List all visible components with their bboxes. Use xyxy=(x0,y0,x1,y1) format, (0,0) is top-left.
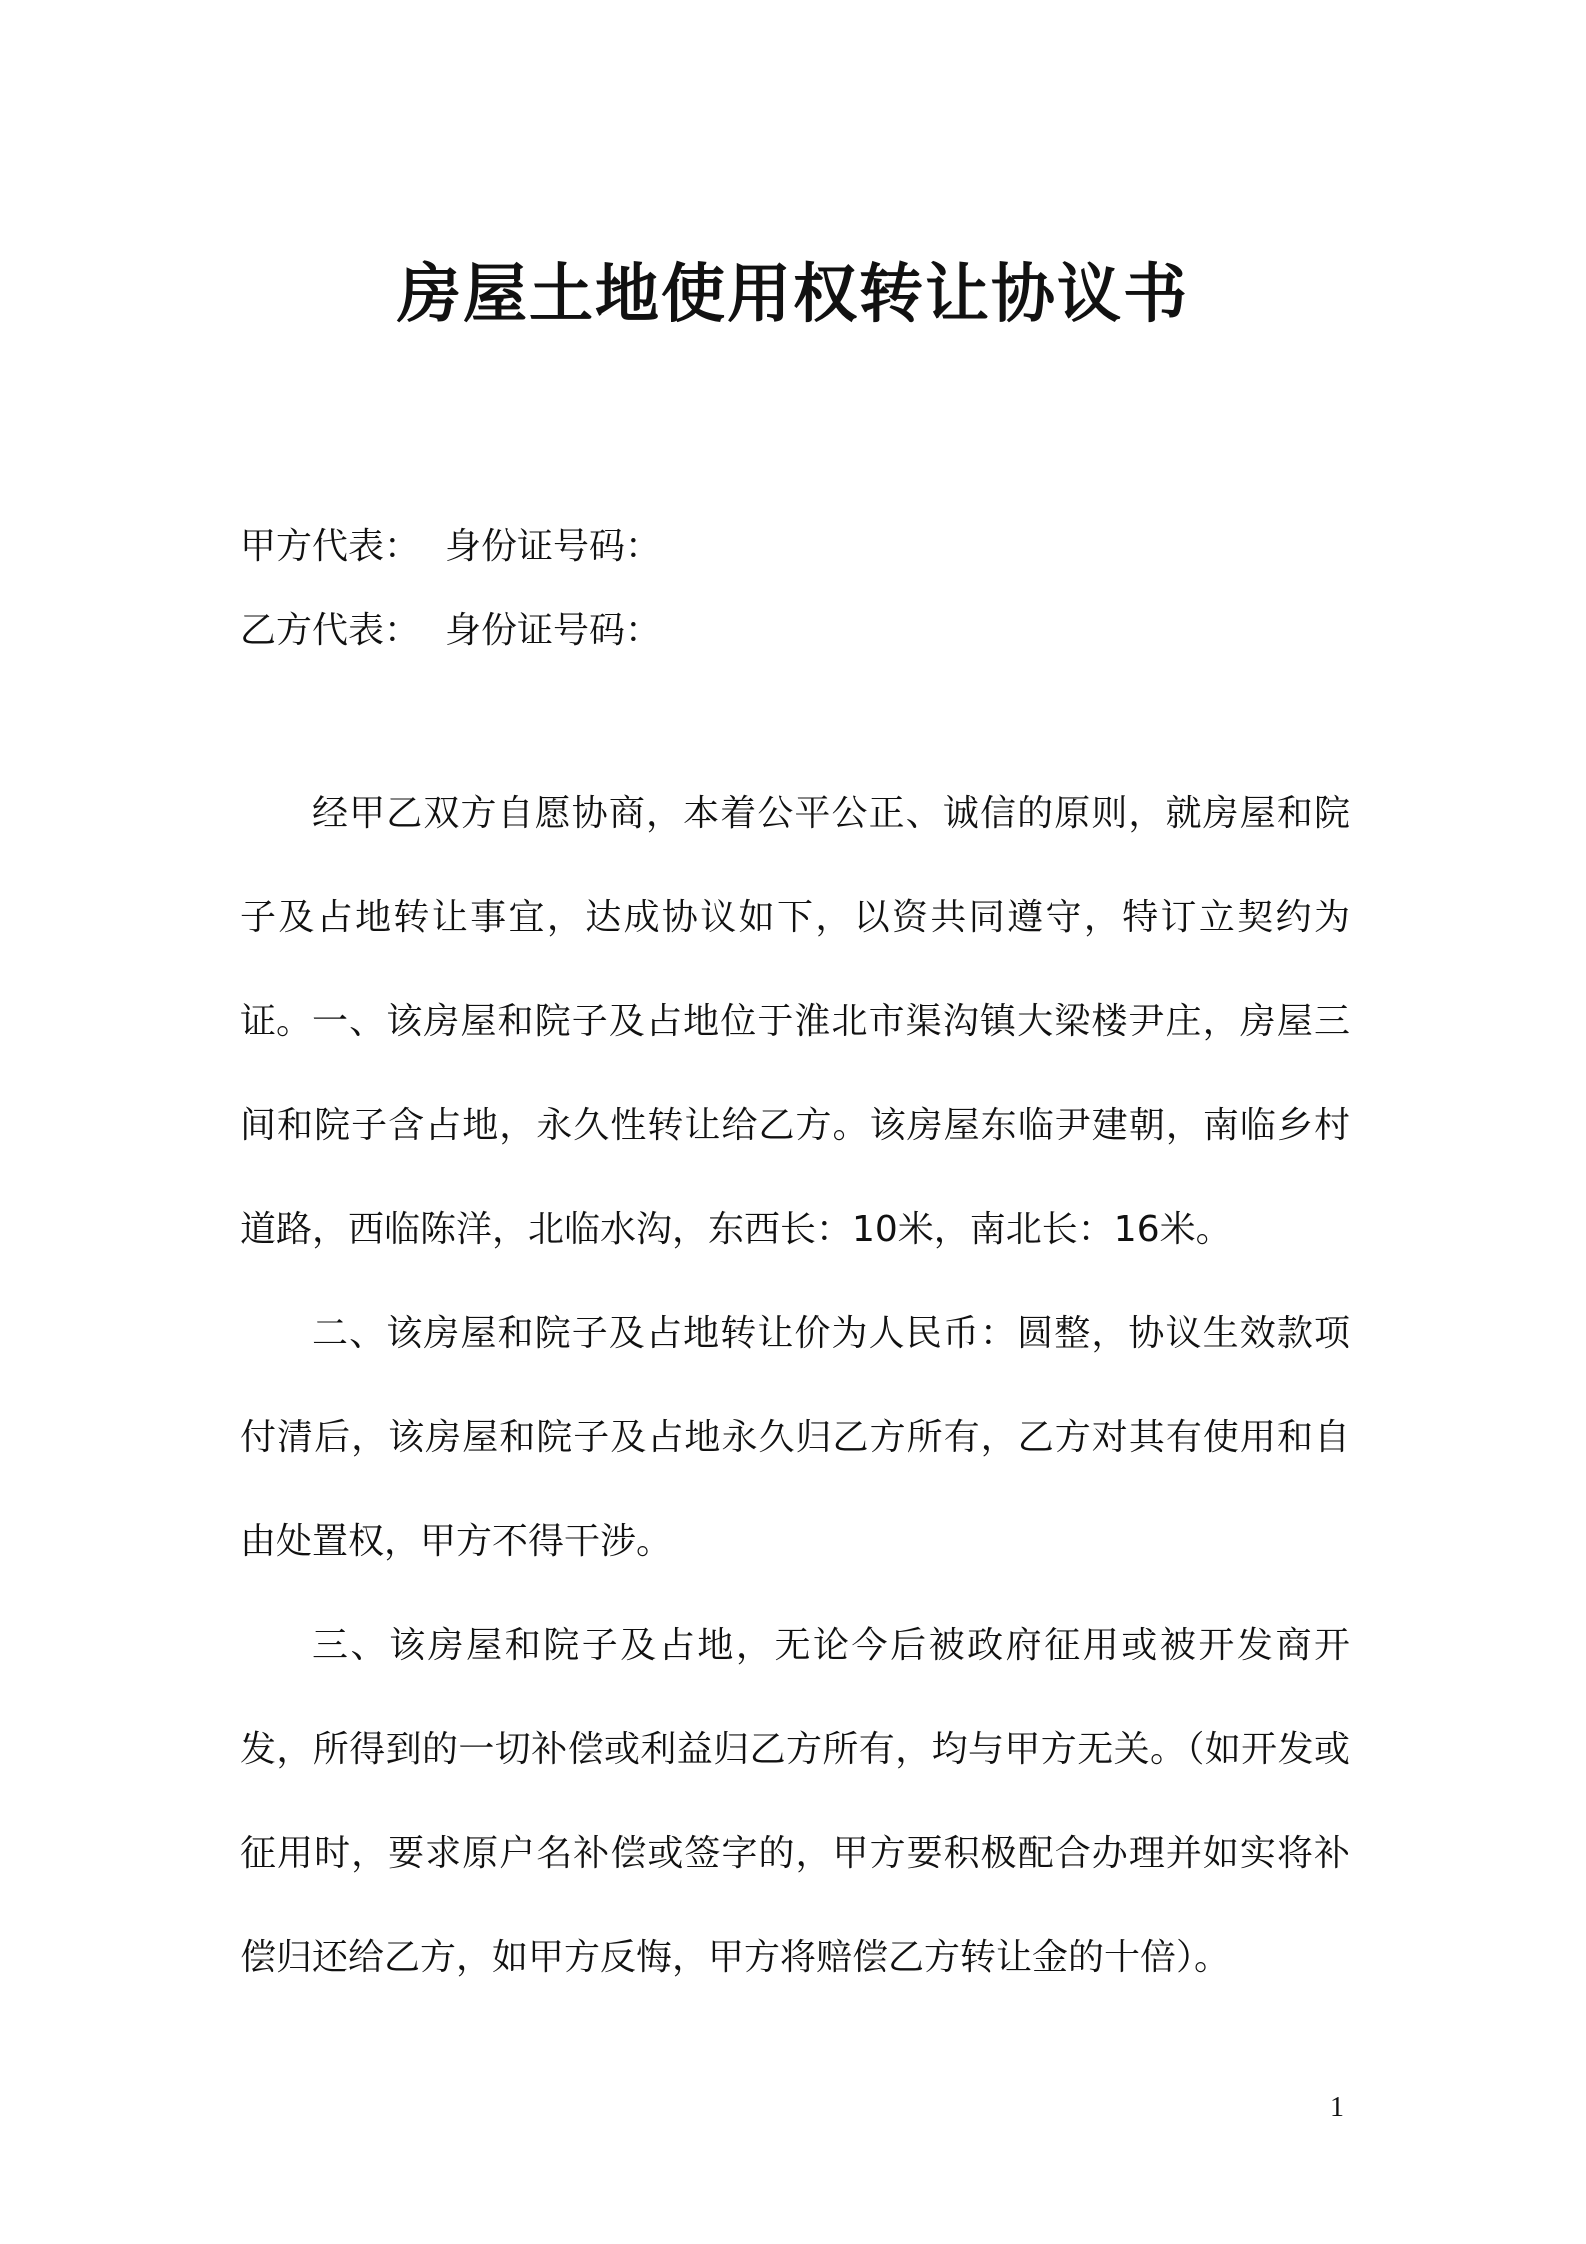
paragraph-clause-2: 二、该房屋和院子及占地转让价为人民币：圆整，协议生效款项付清后，该房屋和院子及占地永久归乙方所有，乙方对其有使用和自由处置权，甲方不得干涉。 xyxy=(240,1313,1350,1562)
party-b-line xyxy=(240,606,661,656)
party-b-id-label: 身份证号码： xyxy=(445,610,662,651)
party-a-line xyxy=(240,522,661,572)
party-a-id-label: 身份证号码： xyxy=(445,526,662,567)
party-a-label: 甲方代表： xyxy=(240,526,421,567)
paragraph-clause-3: 三、该房屋和院子及占地，无论今后被政府征用或被开发商开发，所得到的一切补偿或利益归乙方所有，均与甲方无关。（如开发或征用时，要求原户名补偿或签字的，甲方要积极配合办理并如实将补偿归还给乙方，如甲方反悔，甲方将赔偿乙方转让金的十倍）。 xyxy=(240,1625,1350,1978)
document-title: 房屋土地使用权转让协议书 xyxy=(397,258,1189,332)
paragraph-clause-1: 一、该房屋和院子及占地位于淮北市渠沟镇大梁楼尹庄，房屋三间和院子含占地，永久性转让给乙方。该房屋东临尹建朝，南临乡村道路，西临陈洋，北临水沟，东西长：10米，南北长：16米。 xyxy=(240,1001,1350,1250)
paragraph-intro: 经甲乙双方自愿协商，本着公平公正、诚信的原则，就房屋和院子及占地转让事宜，达成协议如下，以资共同遵守，特订立契约为证。 xyxy=(240,793,1350,1042)
party-b-label: 乙方代表： xyxy=(240,610,421,651)
page-number: 1 xyxy=(1330,2092,1344,2123)
